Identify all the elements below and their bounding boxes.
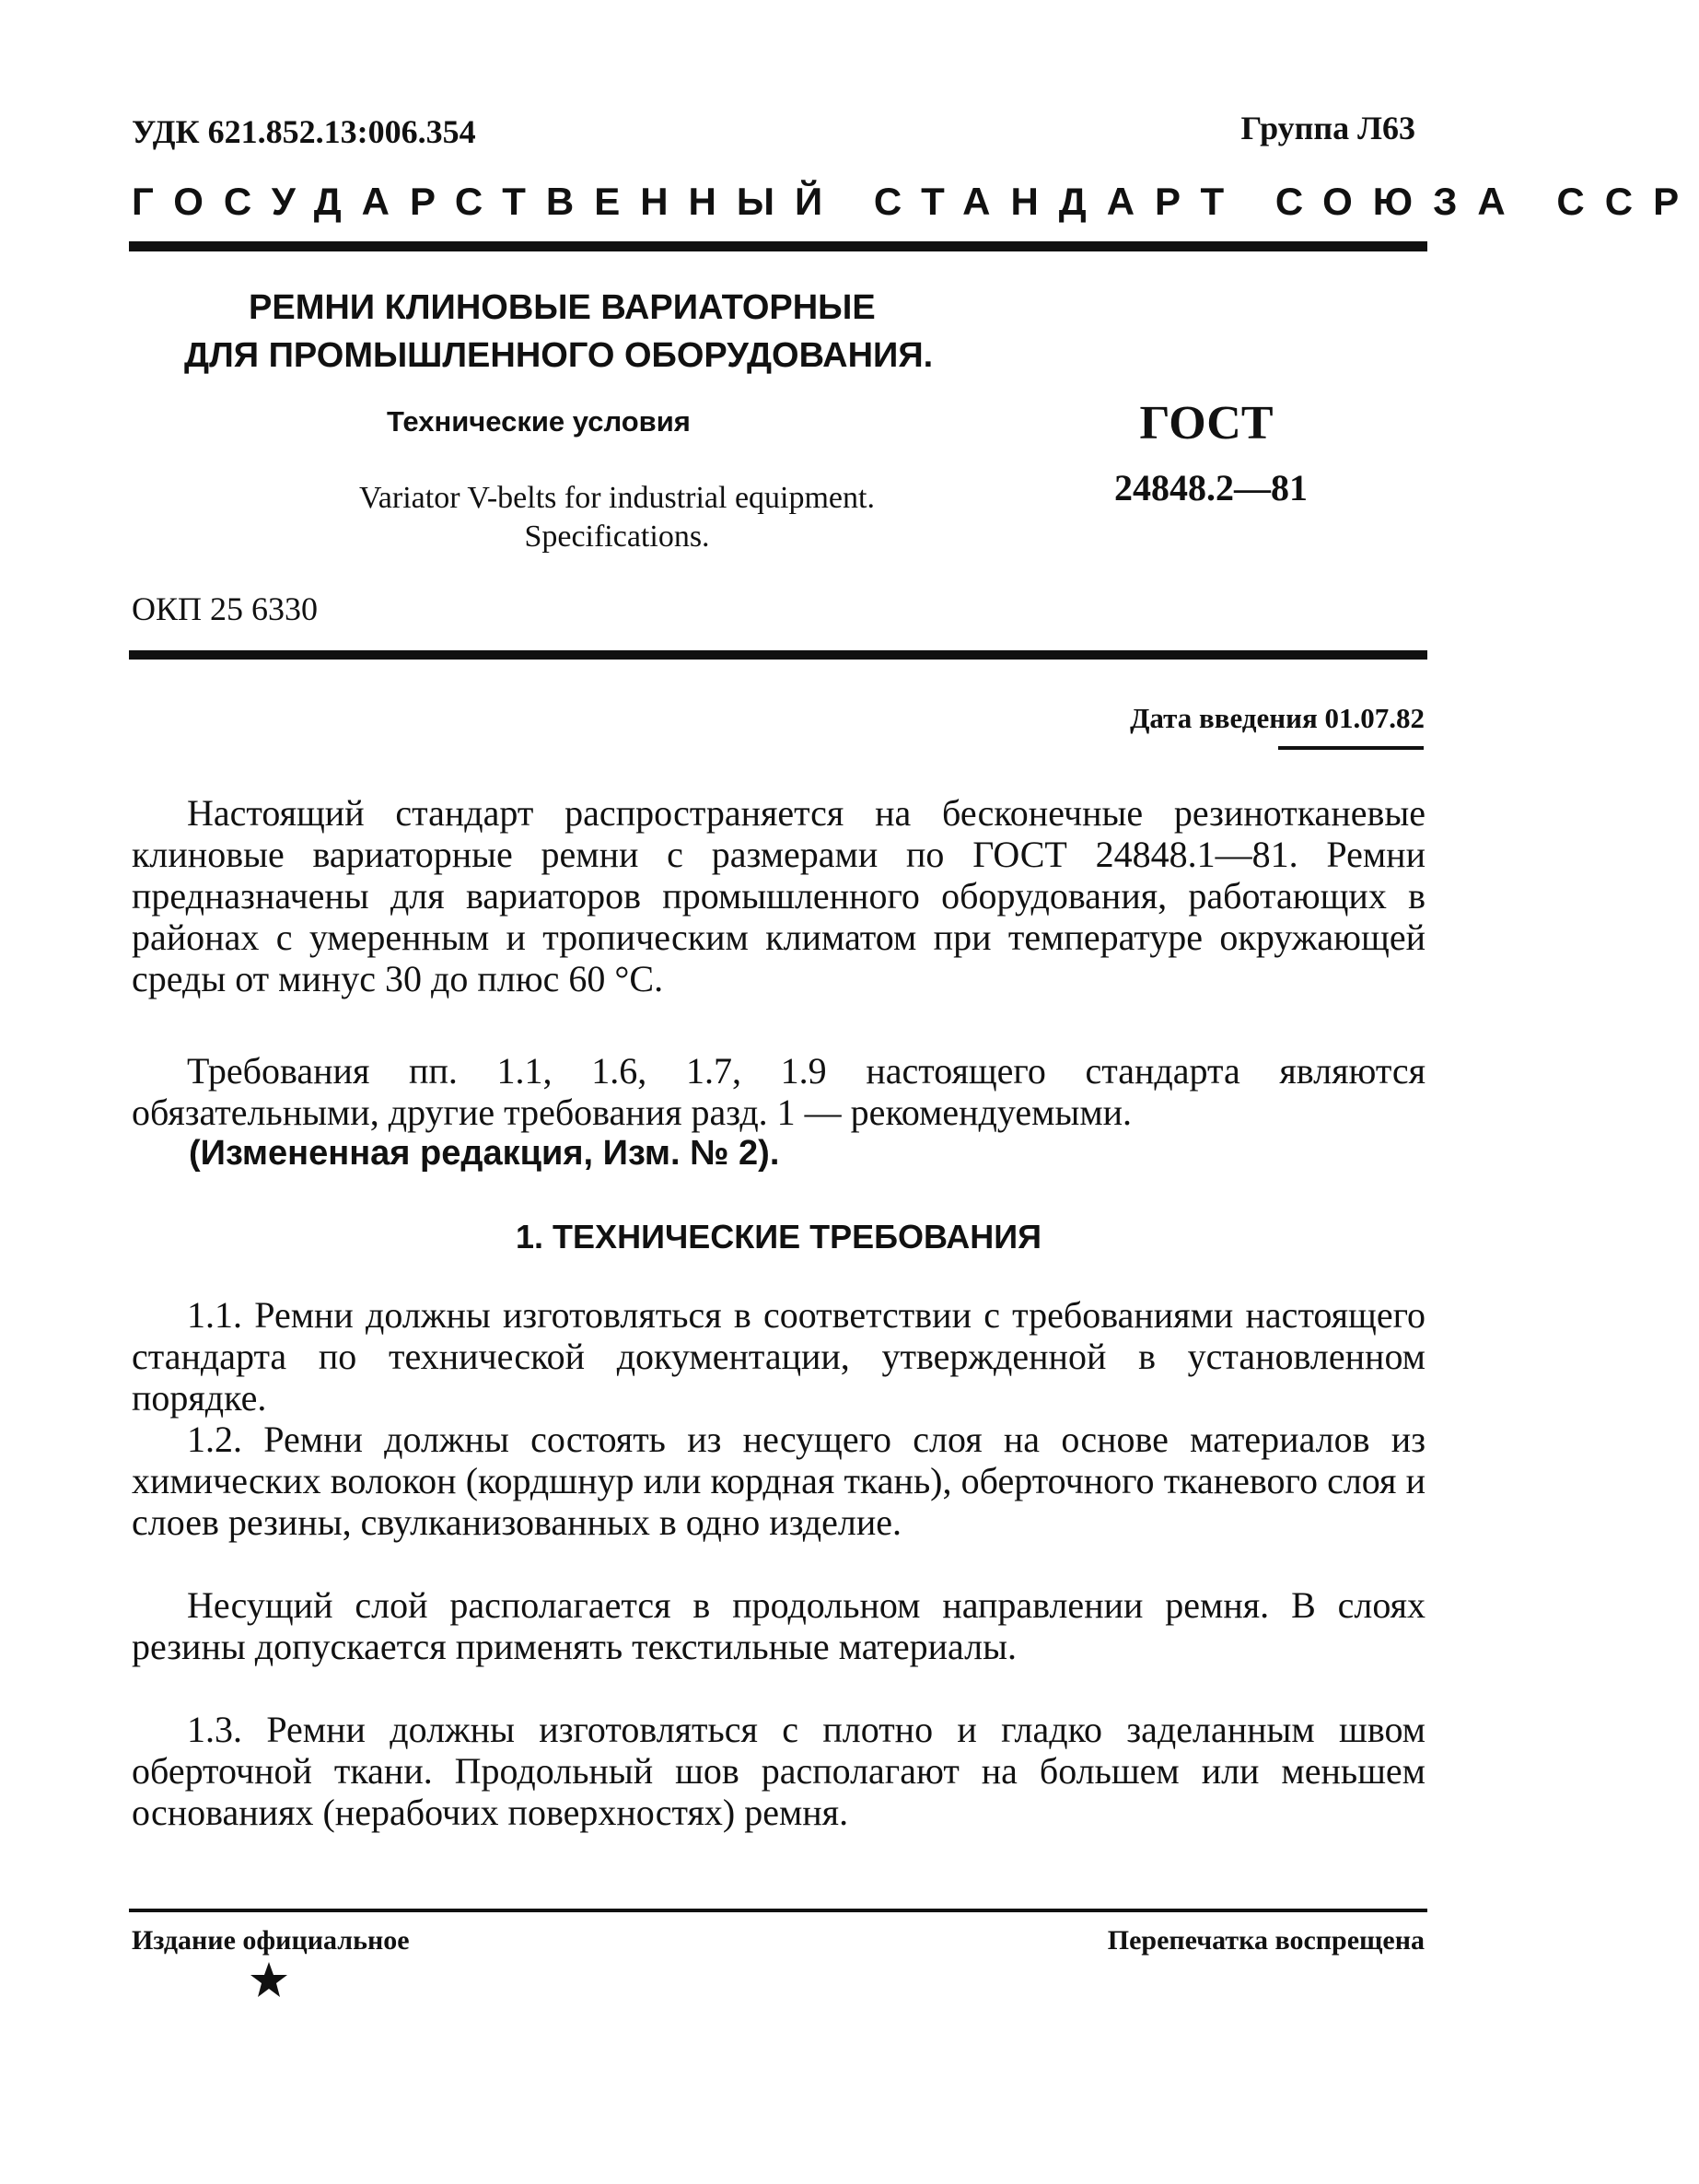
- clause-1-2-continued: Несущий слой располагается в продольном направлении ремня. В слоях резины допускается применять текстильные материалы.: [132, 1584, 1426, 1667]
- okp-code: ОКП 25 6330: [132, 590, 319, 627]
- header-rule: [129, 241, 1427, 251]
- clause-1-3: 1.3. Ремни должны изготовляться с плотно и гладко заделанным швом оберточной ткани. Продольный шов располагают на большем или меньшем основаниях (нерабочих поверхностях) ремня.: [132, 1709, 1426, 1833]
- title-block-rule: [129, 650, 1427, 660]
- english-title-line-1: Variator V-belts for industrial equipment.: [359, 481, 875, 515]
- introduction-date: Дата введения 01.07.82: [1130, 702, 1425, 734]
- reprint-prohibited-note: Перепечатка воспрещена: [1107, 1925, 1425, 1956]
- gost-label: ГОСТ: [1139, 397, 1274, 450]
- group-code: Группа Л63: [1240, 110, 1415, 146]
- state-standard-heading: ГОСУДАРСТВЕННЫЙ СТАНДАРТ СОЮЗА ССР: [132, 180, 1699, 223]
- star-icon: [249, 1960, 289, 2001]
- document-title: [184, 284, 1013, 380]
- clause-1-2: 1.2. Ремни должны состоять из несущего слоя на основе материалов из химических волокон (кордшнур или кордная ткань), оберточного тканевого слоя и слоев резины, свулканизованных в одно изделие.: [132, 1419, 1426, 1543]
- footer-rule: [129, 1909, 1427, 1912]
- paragraph-requirements: Требования пп. 1.1, 1.6, 1.7, 1.9 настоящего стандарта являются обязательными, другие требования разд. 1 — рекомендуемыми.: [132, 1050, 1426, 1133]
- clause-1-1: 1.1. Ремни должны изготовляться в соответствии с требованиями настоящего стандарта по технической документации, утвержденной в установленном порядке.: [132, 1294, 1426, 1419]
- introduction-date-underline: [1278, 746, 1424, 750]
- english-title-line-2: Specifications.: [524, 520, 710, 554]
- section-heading: 1. ТЕХНИЧЕСКИЕ ТРЕБОВАНИЯ: [516, 1218, 1042, 1256]
- subtitle: Технические условия: [387, 405, 691, 438]
- gost-number: 24848.2—81: [1114, 467, 1308, 508]
- official-edition-note: Издание официальное: [132, 1925, 410, 1956]
- udk-code: УДК 621.852.13:006.354: [132, 113, 476, 150]
- paragraph-intro: Настоящий стандарт распространяется на бесконечные резинотканевые клиновые вариаторные ремни с размерами по ГОСТ 24848.1—81. Ремни предназначены для вариаторов промышленного оборудования, работающих в районах с умеренным и тропическим климатом при температуре окружающей среды от минус 30 до плюс 60 °С.: [132, 792, 1426, 999]
- english-title: [276, 479, 958, 556]
- title-line-1: РЕМНИ КЛИНОВЫЕ ВАРИАТОРНЫЕ: [249, 288, 876, 327]
- amendment-note: (Измененная редакция, Изм. № 2).: [189, 1134, 780, 1173]
- title-line-2: ДЛЯ ПРОМЫШЛЕННОГО ОБОРУДОВАНИЯ.: [184, 336, 934, 375]
